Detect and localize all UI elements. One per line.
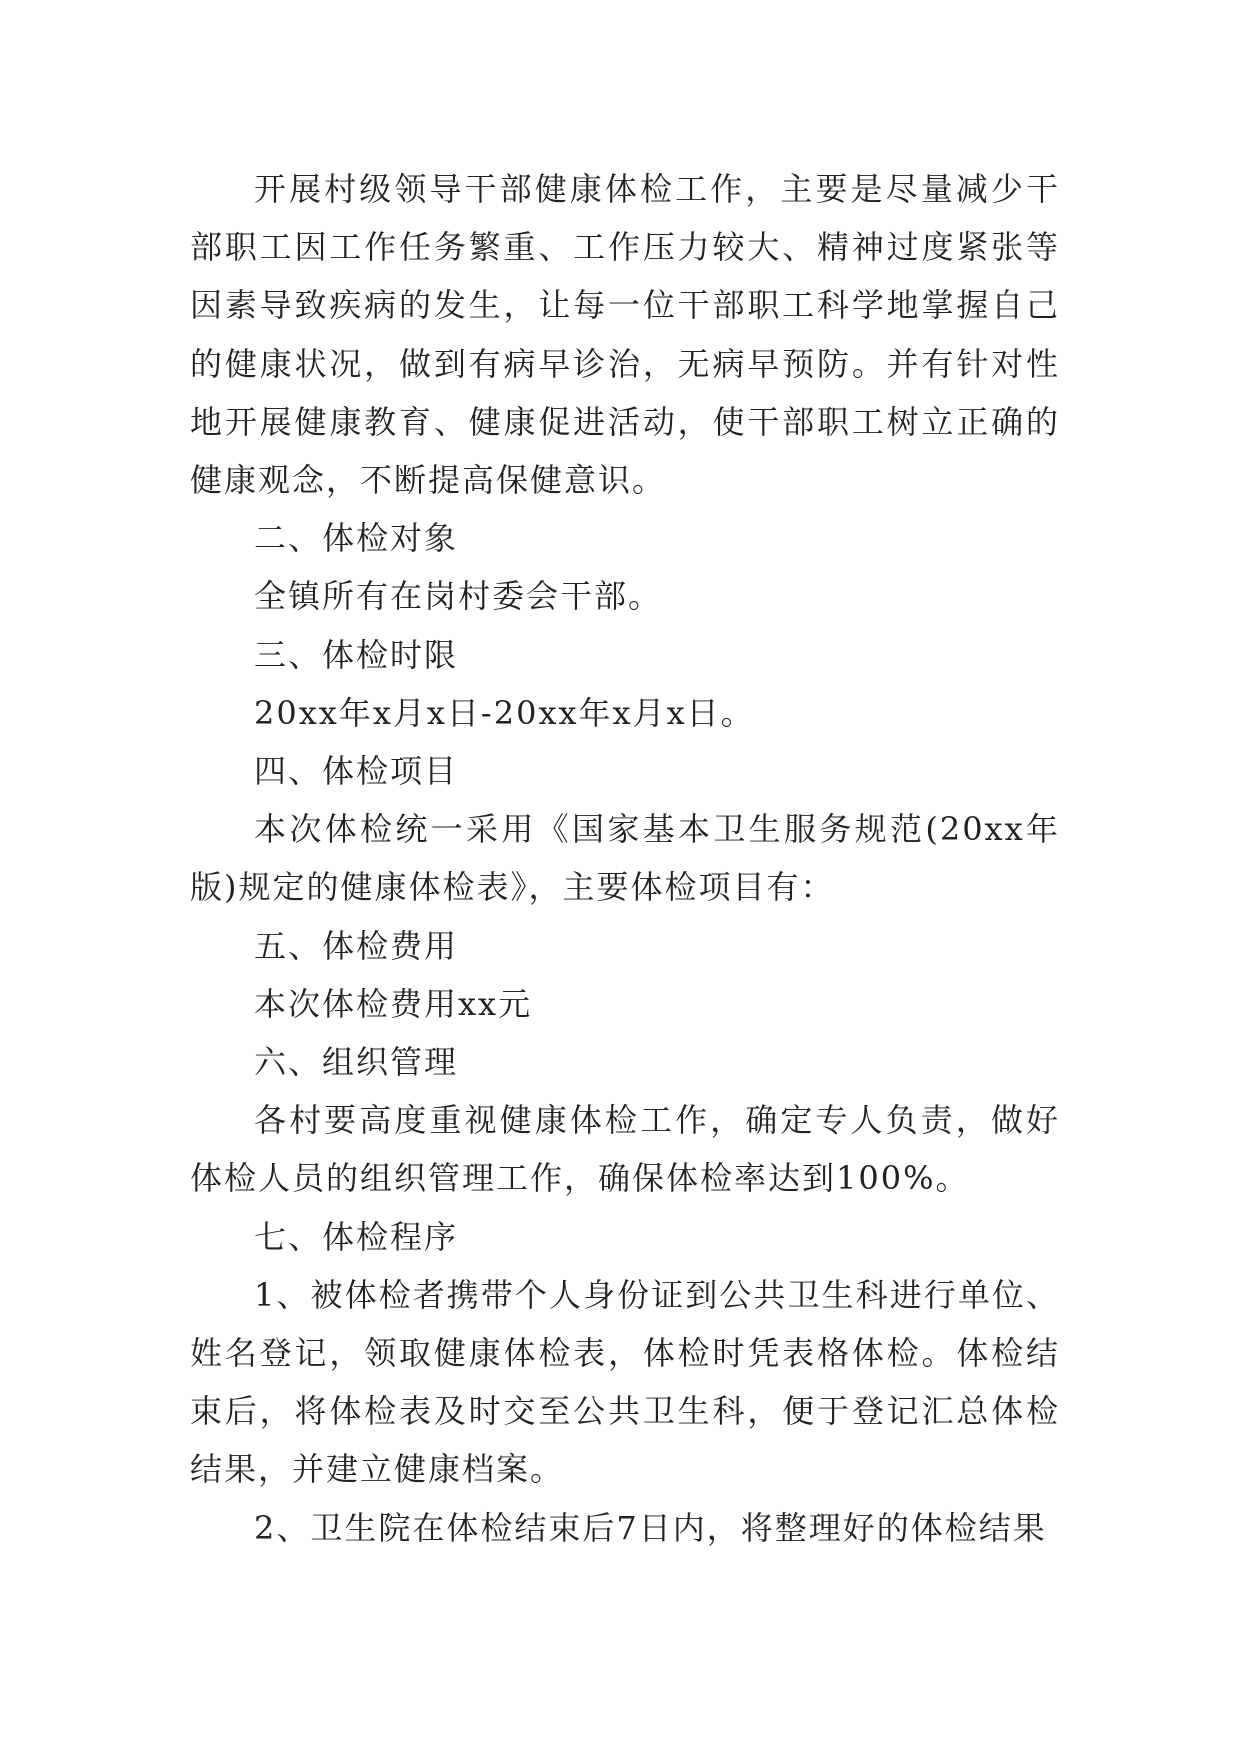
paragraph-organization: 各村要高度重视健康体检工作，确定专人负责，做好体检人员的组织管理工作，确保体检率达到100%。: [190, 1101, 1060, 1198]
paragraph-exam-fees: 本次体检费用xx元: [254, 984, 533, 1023]
paragraph-exam-items: 本次体检统一采用《国家基本卫生服务规范(20xx年版)规定的健康体检表》，主要体检项目有：: [190, 810, 1060, 907]
heading-exam-fees: 五、体检费用: [254, 926, 459, 965]
paragraph-procedure-step-2: 2、卫生院在体检结束后7日内，将整理好的体检结果: [254, 1508, 1047, 1547]
heading-exam-subjects: 二、体检对象: [254, 519, 459, 558]
heading-organization: 六、组织管理: [254, 1043, 459, 1082]
heading-exam-period: 三、体检时限: [254, 635, 459, 674]
paragraph-exam-period: 20xx年x月x日-20xx年x月x日。: [254, 693, 755, 732]
paragraph-purpose: 开展村级领导干部健康体检工作，主要是尽量减少干部职工因工作任务繁重、工作压力较大、精神过度紧张等因素导致疾病的发生，让每一位干部职工科学地掌握自己的健康状况，做到有病早诊治，无病早预防。并有针对性地开展健康教育、健康促进活动，使干部职工树立正确的健康观念，不断提高保健意识。: [190, 170, 1060, 500]
heading-exam-items: 四、体检项目: [254, 752, 459, 791]
paragraph-exam-subjects: 全镇所有在岗村委会干部。: [254, 577, 663, 616]
paragraph-procedure-step-1: 1、被体检者携带个人身份证到公共卫生科进行单位、姓名登记，领取健康体检表，体检时凭表格体检。体检结束后，将体检表及时交至公共卫生科，便于登记汇总体检结果，并建立健康档案。: [190, 1275, 1060, 1489]
heading-exam-procedure: 七、体检程序: [254, 1217, 459, 1256]
document-body: [190, 160, 1060, 1557]
